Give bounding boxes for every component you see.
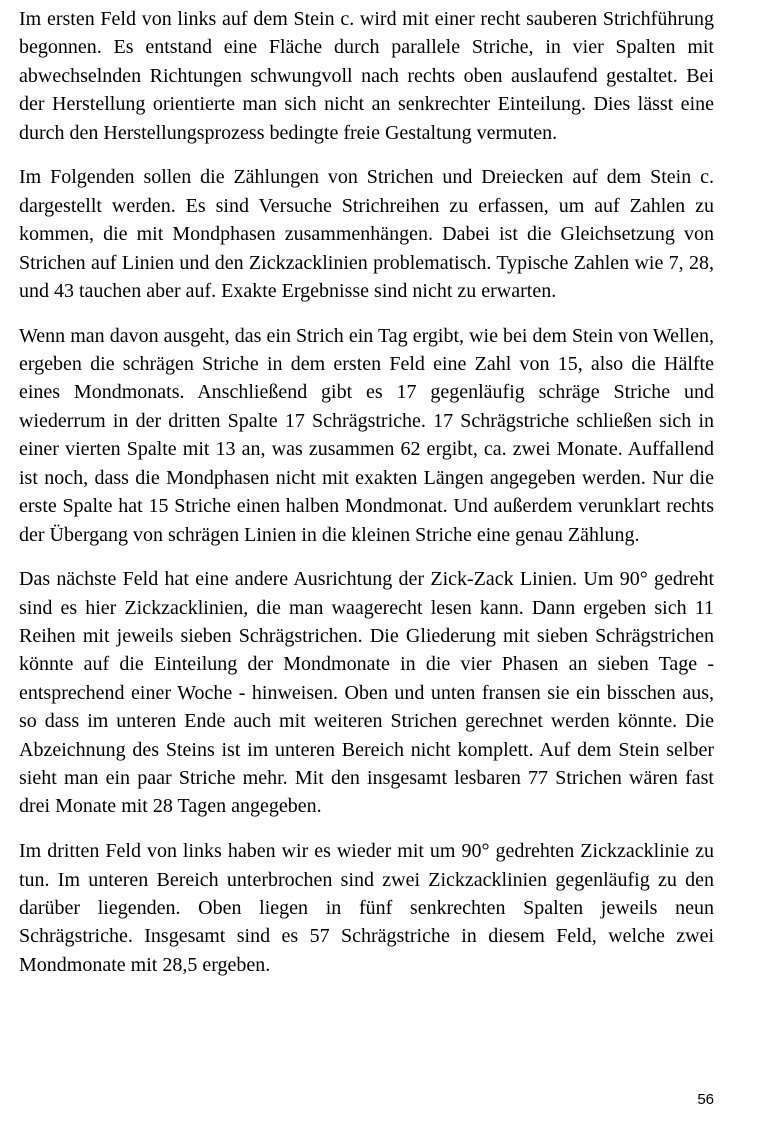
paragraph-4: Das nächste Feld hat eine andere Ausrichtung der Zick-Zack Linien. Um 90° gedreht sind es hier Zickzacklinien, die man waagerecht lesen kann. Dann ergeben sich 11 Reihen mit jeweils sieben Schrägstrichen. Die Gliederung mit sieben Schrägstrichen könnte auf die Einteilung der Mondmonate in die vier Phasen an sieben Tage - entsprechend einer Woche - hinweisen. Oben und unten fransen sie ein bisschen aus, so dass im unteren Ende auch mit weiteren Strichen gerechnet werden könnte. Die Abzeichnung des Steins ist im unteren Bereich nicht komplett. Auf dem Stein selber sieht man ein paar Striche mehr. Mit den insgesamt lesbaren 77 Strichen wären fast drei Monate mit 28 Tagen angegeben. [19,568,714,818]
paragraph-2: Im Folgenden sollen die Zählungen von Strichen und Dreiecken auf dem Stein c. dargestellt werden. Es sind Versuche Strichreihen zu erfassen, um auf Zahlen zu kommen, die mit Mondphasen zusammenhängen. Dabei ist die Gleichsetzung von Strichen auf Linien und den Zickzacklinien problematisch. Typische Zahlen wie 7, 28, und 43 tauchen aber auf. Exakte Ergebnisse sind nicht zu erwarten. [19,166,714,302]
paragraph-1: Im ersten Feld von links auf dem Stein c. wird mit einer recht sauberen Strichführung begonnen. Es entstand eine Fläche durch parallele Striche, in vier Spalten mit abwechselnden Richtungen schwungvoll nach rechts oben auslaufend gestaltet. Bei der Herstellung orientierte man sich nicht an senkrechter Einteilung. Dies lässt eine durch den Herstellungsprozess bedingte freie Gestaltung vermuten. [19,8,714,144]
paragraph-5: Im dritten Feld von links haben wir es wieder mit um 90° gedrehten Zickzacklinie zu tun. Im unteren Bereich unterbrochen sind zwei Zickzacklinien gegenläufig zu den darüber liegenden. Oben liegen in fünf senkrechten Spalten jeweils neun Schrägstriche. Insgesamt sind es 57 Schrägstriche in diesem Feld, welche zwei Mondmonate mit 28,5 ergeben. [19,840,714,976]
page-number: 56 [697,1091,714,1108]
body-text [19,5,714,995]
paragraph-3: Wenn man davon ausgeht, das ein Strich ein Tag ergibt, wie bei dem Stein von Wellen, ergeben die schrägen Striche in dem ersten Feld eine Zahl von 15, also die Hälfte eines Mondmonats. Anschließend gibt es 17 gegenläufig schräge Striche und wiederrum in der dritten Spalte 17 Schrägstriche. 17 Schrägstriche schließen sich in einer vierten Spalte mit 13 an, was zusammen 62 ergibt, ca. zwei Monate. Auffallend ist noch, dass die Mondphasen nicht mit exakten Längen angegeben werden. Nur die erste Spalte hat 15 Striche einen halben Mondmonat. Und außerdem verunklart rechts der Übergang von schrägen Linien in die kleinen Striche eine genau Zählung. [19,324,714,546]
